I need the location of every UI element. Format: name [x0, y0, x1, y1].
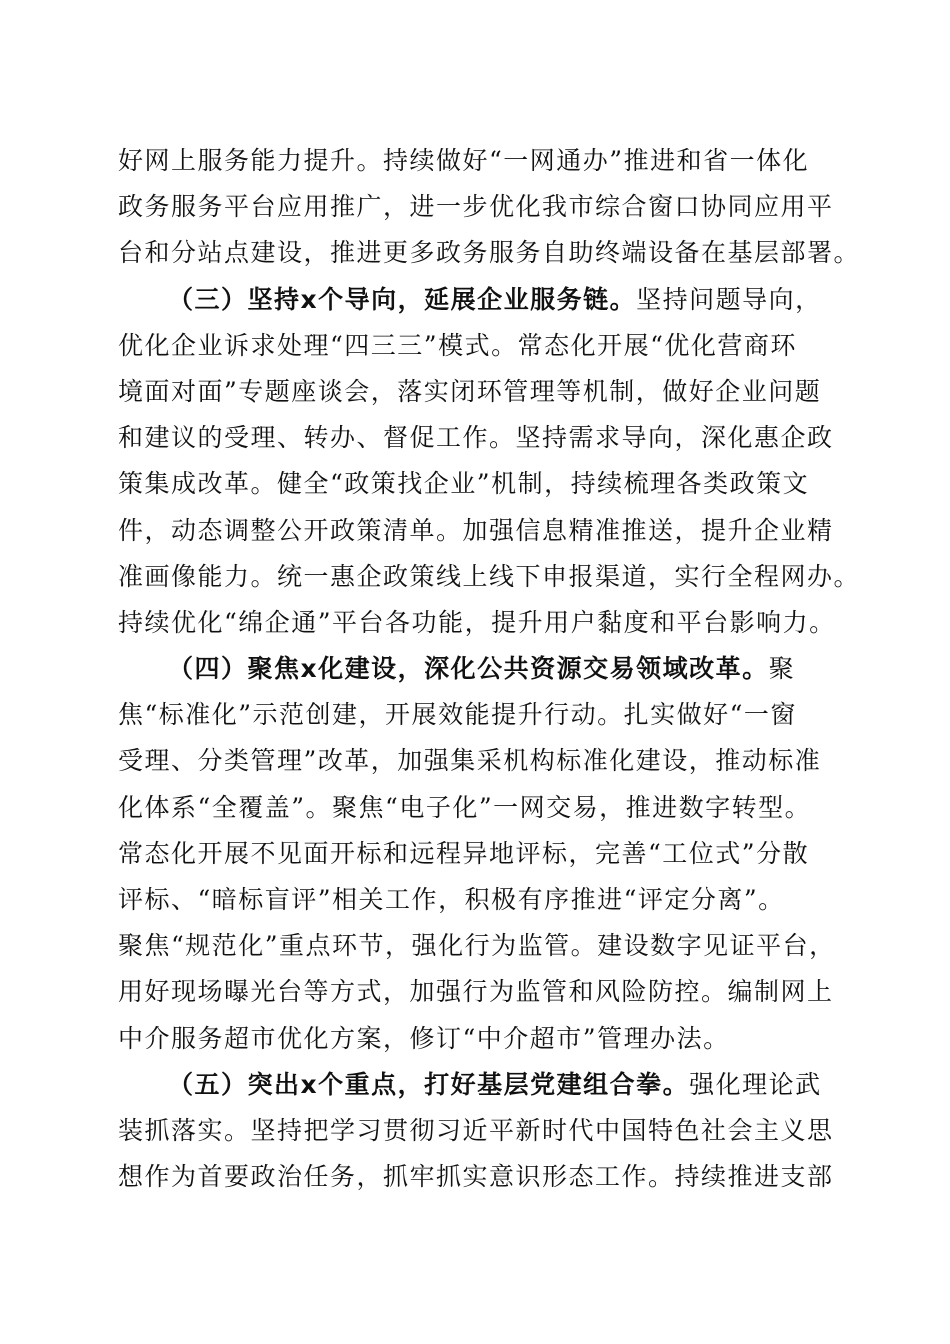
paragraph-line: 优化企业诉求处理“四三三”模式。常态化开展“优化营商环 — [118, 330, 797, 360]
paragraph-line: 准画像能力。统一惠企政策线上线下申报渠道，实行全程网办。 — [118, 561, 861, 591]
paragraph-line: 聚焦“规范化”重点环节，强化行为监管。建设数字见证平台， — [118, 931, 836, 961]
section-three-text: 坚持问题导向， — [636, 284, 822, 314]
paragraph-line: 评标、“暗标盲评”相关工作，积极有序推进“评定分离”。 — [118, 885, 785, 914]
body-text — [118, 138, 861, 1200]
paragraph-line: 好网上服务能力提升。持续做好“一网通办”推进和省一体化 — [118, 146, 810, 175]
paragraph-line: 装抓落实。坚持把学习贯彻习近平新时代中国特色社会主义思 — [118, 1115, 834, 1145]
paragraph-line: 境面对面”专题座谈会，落实闭环管理等机制，做好企业问题 — [118, 376, 822, 406]
section-three-heading: （三）坚持x个导向，延展企业服务链。 — [168, 284, 637, 314]
paragraph-line: 台和分站点建设，推进更多政务服务自助终端设备在基层部署。 — [118, 238, 861, 268]
section-four-line — [118, 646, 838, 692]
paragraph-line: 件，动态调整公开政策清单。加强信息精准推送，提升企业精 — [118, 515, 834, 545]
paragraph-line: 受理、分类管理”改革，加强集采机构标准化建设，推动标准 — [118, 746, 822, 776]
section-five-text: 强化理论武 — [689, 1069, 822, 1099]
paragraph-line: 政务服务平台应用推广，进一步优化我市综合窗口协同应用平 — [118, 192, 834, 222]
paragraph-line: 想作为首要政治任务，抓牢抓实意识形态工作。持续推进支部 — [118, 1162, 834, 1192]
paragraph-line: 常态化开展不见面开标和远程异地评标，完善“工位式”分散 — [118, 838, 810, 868]
section-five-line — [118, 1062, 838, 1108]
section-five-heading: （五）突出x个重点，打好基层党建组合拳。 — [168, 1069, 690, 1099]
paragraph-line: 焦“标准化”示范创建，开展效能提升行动。扎实做好“一窗 — [118, 700, 797, 730]
section-three-line — [118, 277, 838, 323]
paragraph-line: 化体系“全覆盖”。聚焦“电子化”一网交易，推进数字转型。 — [118, 792, 812, 822]
section-four-heading: （四）聚焦x化建设，深化公共资源交易领域改革。 — [168, 654, 769, 684]
paragraph-line: 中介服务超市优化方案，修订“中介超市”管理办法。 — [118, 1023, 730, 1053]
paragraph-line: 和建议的受理、转办、督促工作。坚持需求导向，深化惠企政 — [118, 423, 834, 453]
section-four-text: 聚 — [768, 654, 796, 684]
paragraph-line: 持续优化“绵企通”平台各功能，提升用户黏度和平台影响力。 — [118, 607, 836, 637]
paragraph-line: 策集成改革。健全“政策找企业”机制，持续梳理各类政策文 — [118, 469, 810, 499]
paragraph-line: 用好现场曝光台等方式，加强行为监管和风险防控。编制网上 — [118, 977, 834, 1007]
